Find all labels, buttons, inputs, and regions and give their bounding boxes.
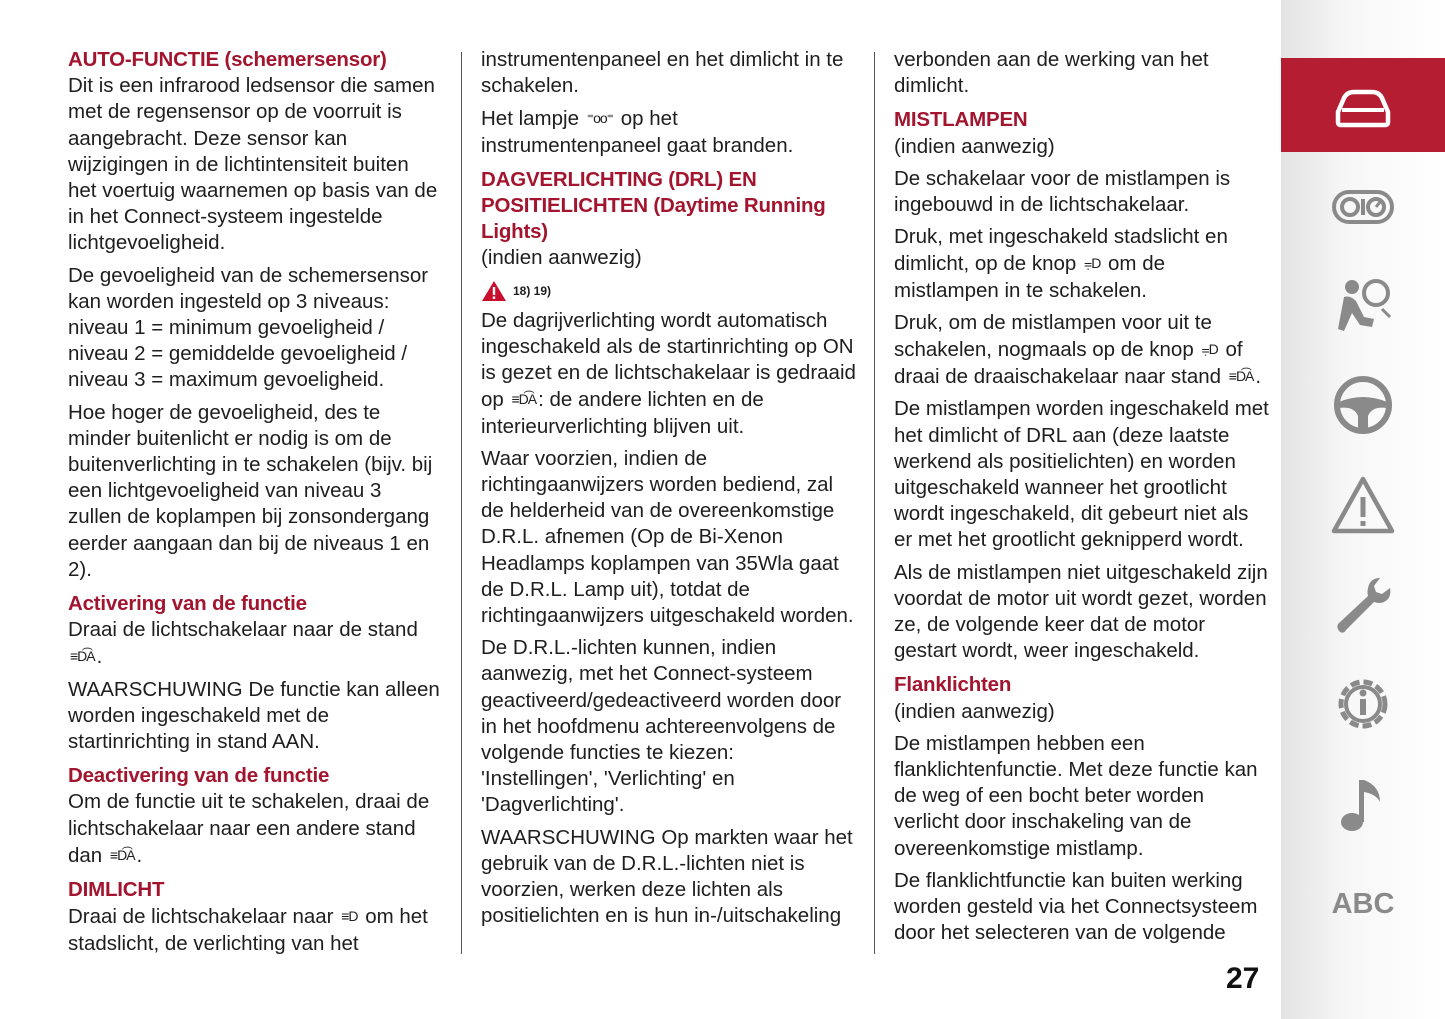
fog-light-icon: ⩦D [1201,341,1218,358]
text: Druk, met ingeschakeld stadslicht en dimlicht, op de knop [894,225,1228,276]
paragraph: De D.R.L.-lichten kunnen, indien aanwezig, met het Connect-systeem geactiveerd/gedeactiveerd worden door in het hoofdmenu achtereenvolgens de volgende functies te kiezen: 'Instellingen', 'Verlichting' en 'Dagverlichting'. [481,636,842,817]
tab-maintenance[interactable] [1281,558,1445,652]
column-1 [68,47,440,963]
dashboard-icon [1330,174,1396,240]
low-beam-icon: ≡D [341,908,358,925]
music-note-icon [1330,772,1396,838]
text: om het stadslicht, de verlichting van het [68,905,428,955]
tab-warning[interactable] [1281,459,1445,553]
warning-reference [481,278,856,304]
text: of draai de draaischakelaar naar stand [894,338,1243,389]
fog-light-icon: ⩦D [1084,255,1101,272]
gear-info-icon [1330,671,1396,737]
paragraph [68,903,440,956]
paragraph: WAARSCHUWING De functie kan alleen worden ingeschakeld met de startinrichting in stand AAN. [68,677,440,754]
heading-activering: Activering van de functie [68,592,307,616]
tab-dashboard[interactable] [1281,160,1445,254]
text: Draai de lichtschakelaar naar [68,905,334,929]
tab-steering[interactable] [1281,358,1445,452]
paragraph: instrumentenpaneel en het dimlicht in te schakelen. [481,48,844,98]
text: Om de functie uit te schakelen, draai de lichtschakelaar naar een andere stand dan [68,790,430,867]
text: De dagrijverlichting wordt automatisch ingeschakeld als de startinrichting op ON is gezet en de lichtschakelaar is gedraaid op [481,308,856,412]
paragraph: (indien aanwezig) [894,699,1055,723]
paragraph: (indien aanwezig) [894,134,1055,158]
tab-index[interactable] [1281,857,1445,951]
paragraph: De gevoeligheid van de schemersensor kan worden ingesteld op 3 niveaus: niveau 1 = minimum gevoeligheid / niveau 2 = gemiddelde gevoeligheid / niveau 3 = maximum gevoeligheid. [68,263,429,392]
text: . [1255,365,1262,389]
text: op het instrumentenpaneel gaat branden. [481,107,794,157]
warning-icon [1330,473,1396,539]
paragraph: verbonden aan de werking van het dimlicht. [894,48,1209,98]
text: Het lampje [481,107,579,131]
paragraph: WAARSCHUWING Op markten waar het gebruik van de D.R.L.-lichten niet is voorzien, werken deze lichten als positielichten en is hun in-/uitschakeling [481,825,853,928]
paragraph: Waar voorzien, indien de richtingaanwijzers worden bediend, zal de helderheid van de overeenkomstige D.R.L. afnemen (Op de Bi-Xenon Headlamps koplampen van 35Wla gaat de D.R.L. Lamp uit), totdat de richtingaanwijzers uitgeschakeld worden. [481,446,854,628]
auto-light-icon: ≡D͡A [1228,368,1254,385]
text: . [136,843,143,867]
paragraph: De flanklichtfunctie kan buiten werking worden gesteld via het Connectsysteem door het selecteren van de volgende [894,868,1258,945]
column-divider [461,52,462,954]
paragraph: De mistlampen hebben een flanklichtenfunctie. Met deze functie kan de weg of een bocht beter worden verlicht door inschakeling van de overeenkomstige mistlamp. [894,731,1258,860]
heading-deactivering: Deactivering van de functie [68,764,330,788]
position-lamp-icon: ⁼oo⁼ [586,110,614,127]
paragraph: De mistlampen worden ingeschakeld met het dimlicht of DRL aan (deze laatste werkend als positielichten) en worden uitgeschakeld wanneer het grootlicht wordt ingeschakeld, dit gebeurt niet als er met het grootlicht geknipperd wordt. [894,397,1269,552]
steering-wheel-icon [1330,372,1396,438]
column-3 [894,47,1269,953]
paragraph: Hoe hoger de gevoeligheid, des te minder buitenlicht er nodig is om de buitenverlichting in te schakelen (bijv. bij een lichtgevoeligheid van niveau 3 zullen de koplampen bij zonsondergang eerder aangaan dan bij de niveaus 1 en 2). [68,400,433,581]
airbag-icon [1330,273,1396,339]
paragraph: Dit is een infrarood ledsensor die samen met de regensensor op de voorruit is aangebracht. Deze sensor kan wijzigingen in de lichtintensiteit buiten het voertuig waarnemen op basis van de in het Connect-systeem ingestelde lichtgevoeligheid. [68,74,438,255]
column-2 [481,47,856,936]
paragraph [481,105,856,158]
paragraph [894,310,1269,391]
heading-flanklichten: Flanklichten [894,673,1012,697]
heading-auto-functie: AUTO-FUNCTIE (schemersensor) [68,48,387,71]
tab-technical[interactable] [1281,657,1445,751]
auto-light-icon: ≡D͡A [70,648,95,665]
text: : de andere lichten en de interieurverlichting blijven uit. [481,388,764,438]
column-divider [874,52,875,954]
paragraph [68,617,440,670]
heading-dimlicht: DIMLICHT [68,878,165,902]
tab-multimedia[interactable] [1281,758,1445,852]
heading-mistlampen: MISTLAMPEN [894,108,1028,132]
auto-light-icon: ≡D͡A [109,846,135,863]
paragraph: De schakelaar voor de mistlampen is ingebouwd in de lichtschakelaar. [894,166,1231,217]
auto-light-icon: ≡D͡A [511,391,537,408]
tab-airbag[interactable] [1281,259,1445,353]
abc-index-label: ABC [1331,887,1395,920]
car-icon [1330,72,1396,138]
warning-triangle-icon [481,279,507,303]
paragraph [481,308,856,440]
tab-car[interactable] [1281,58,1445,152]
heading-dagverlichting: DAGVERLICHTING (DRL) EN POSITIELICHTEN (Daytime Running Lights) [481,167,826,244]
paragraph [894,224,1269,304]
text: Draai de lichtschakelaar naar de stand [68,618,418,642]
paragraph: (indien aanwezig) [481,246,642,270]
wrench-icon [1330,572,1396,638]
paragraph [68,789,440,869]
text: om de mistlampen in te schakelen. [894,252,1166,302]
page-number: 27 [1226,962,1260,995]
text: . [96,645,103,669]
text: Druk, om de mistlampen voor uit te schakelen, nogmaals op de knop [894,310,1212,362]
warning-ref-text: 18) 19) [513,283,552,298]
paragraph: Als de mistlampen niet uitgeschakeld zijn voordat de motor uit wordt gezet, worden ze, de volgende keer dat de motor gestart wordt, weer ingeschakeld. [894,560,1268,663]
